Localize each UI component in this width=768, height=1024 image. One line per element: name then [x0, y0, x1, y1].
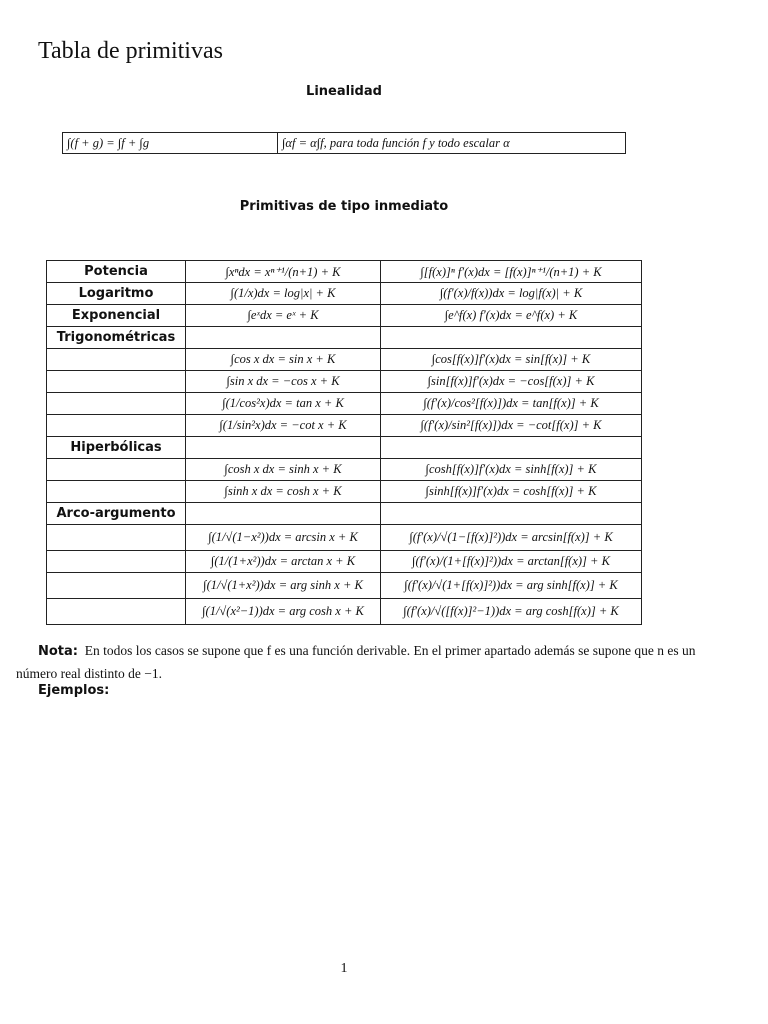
simple-primitive: ∫(1/√(x²−1))dx = arg cosh x + K — [186, 599, 381, 625]
row-category: Exponencial — [47, 305, 186, 327]
compound-primitive: ∫(f′(x)/sin²[f(x)])dx = −cot[f(x)] + K — [381, 415, 642, 437]
compound-primitive: ∫(f′(x)/√(1+[f(x)]²))dx = arg sinh[f(x)] + K — [381, 573, 642, 599]
compound-primitive: ∫cosh[f(x)]f′(x)dx = sinh[f(x)] + K — [381, 459, 642, 481]
table-row — [47, 415, 642, 437]
note-label: Nota: — [38, 644, 78, 659]
page-title: Tabla de primitivas — [38, 38, 223, 64]
row-category — [47, 551, 186, 573]
simple-primitive: ∫xⁿdx = xⁿ⁺¹/(n+1) + K — [186, 261, 381, 283]
simple-primitive: ∫(1/x)dx = log|x| + K — [186, 283, 381, 305]
compound-primitive — [381, 437, 642, 459]
row-category — [47, 349, 186, 371]
page-number: 1 — [340, 961, 348, 976]
table-row — [47, 327, 642, 349]
inmediatas-heading: Primitivas de tipo inmediato — [239, 199, 449, 214]
compound-primitive: ∫(f′(x)/(1+[f(x)]²))dx = arctan[f(x)] + K — [381, 551, 642, 573]
linealidad-scalar-rule: ∫αf = α∫f, para toda función f y todo escalar α — [278, 133, 626, 154]
compound-primitive — [381, 503, 642, 525]
table-row — [47, 393, 642, 415]
note-paragraph — [16, 640, 696, 685]
simple-primitive: ∫cosh x dx = sinh x + K — [186, 459, 381, 481]
row-category — [47, 459, 186, 481]
row-category — [47, 599, 186, 625]
simple-primitive — [186, 437, 381, 459]
table-row — [47, 261, 642, 283]
simple-primitive: ∫sin x dx = −cos x + K — [186, 371, 381, 393]
compound-primitive: ∫(f′(x)/√(1−[f(x)]²))dx = arcsin[f(x)] + K — [381, 525, 642, 551]
simple-primitive: ∫(1/√(1+x²))dx = arg sinh x + K — [186, 573, 381, 599]
table-row — [47, 481, 642, 503]
row-category — [47, 415, 186, 437]
compound-primitive: ∫[f(x)]ⁿ f′(x)dx = [f(x)]ⁿ⁺¹/(n+1) + K — [381, 261, 642, 283]
table-row — [47, 525, 642, 551]
simple-primitive — [186, 503, 381, 525]
simple-primitive: ∫eˣdx = eˣ + K — [186, 305, 381, 327]
table-row — [47, 283, 642, 305]
row-category — [47, 371, 186, 393]
table-row — [47, 573, 642, 599]
simple-primitive: ∫(1/cos²x)dx = tan x + K — [186, 393, 381, 415]
compound-primitive: ∫sinh[f(x)]f′(x)dx = cosh[f(x)] + K — [381, 481, 642, 503]
compound-primitive: ∫(f′(x)/f(x))dx = log|f(x)| + K — [381, 283, 642, 305]
table-row — [47, 459, 642, 481]
compound-primitive — [381, 327, 642, 349]
row-category: Trigonométricas — [47, 327, 186, 349]
compound-primitive: ∫sin[f(x)]f′(x)dx = −cos[f(x)] + K — [381, 371, 642, 393]
compound-primitive: ∫cos[f(x)]f′(x)dx = sin[f(x)] + K — [381, 349, 642, 371]
compound-primitive: ∫(f′(x)/√([f(x)]²−1))dx = arg cosh[f(x)] + K — [381, 599, 642, 625]
table-row — [47, 371, 642, 393]
row-category: Arco-argumento — [47, 503, 186, 525]
row-category: Potencia — [47, 261, 186, 283]
row-category — [47, 393, 186, 415]
table-row — [47, 305, 642, 327]
table-row — [63, 133, 626, 154]
row-category — [47, 525, 186, 551]
table-row — [47, 437, 642, 459]
simple-primitive: ∫(1/sin²x)dx = −cot x + K — [186, 415, 381, 437]
simple-primitive: ∫(1/√(1−x²))dx = arcsin x + K — [186, 525, 381, 551]
simple-primitive: ∫cos x dx = sin x + K — [186, 349, 381, 371]
linealidad-table — [62, 132, 626, 154]
row-category: Logaritmo — [47, 283, 186, 305]
table-row — [47, 551, 642, 573]
simple-primitive — [186, 327, 381, 349]
table-row — [47, 503, 642, 525]
compound-primitive: ∫(f′(x)/cos²[f(x)])dx = tan[f(x)] + K — [381, 393, 642, 415]
simple-primitive: ∫sinh x dx = cosh x + K — [186, 481, 381, 503]
examples-heading: Ejemplos: — [38, 683, 110, 698]
linealidad-heading: Linealidad — [306, 84, 382, 99]
table-row — [47, 599, 642, 625]
row-category: Hiperbólicas — [47, 437, 186, 459]
compound-primitive: ∫e^f(x) f′(x)dx = e^f(x) + K — [381, 305, 642, 327]
primitives-table — [46, 260, 642, 625]
linealidad-sum-rule: ∫(f + g) = ∫f + ∫g — [63, 133, 278, 154]
simple-primitive: ∫(1/(1+x²))dx = arctan x + K — [186, 551, 381, 573]
note-text: En todos los casos se supone que f es una función derivable. En el primer apartado además se supone que n es un número real distinto de −1. — [16, 643, 696, 681]
table-row — [47, 349, 642, 371]
row-category — [47, 573, 186, 599]
row-category — [47, 481, 186, 503]
